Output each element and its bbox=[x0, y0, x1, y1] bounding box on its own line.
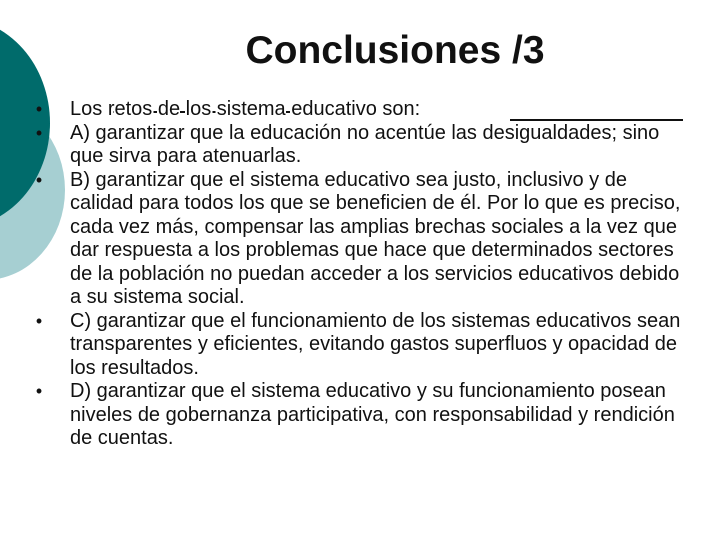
slide-title: Conclusiones /3 bbox=[245, 29, 545, 72]
bullet-text: A) garantizar que la educación no acentúe las desigualdades; sino que sirva para atenuarlas. bbox=[70, 121, 660, 167]
intro-underlined-phrase: retos de los sistema educativo bbox=[107, 98, 377, 120]
bullet-text: D) garantizar que el sistema educativo y su funcionamiento posean niveles de gobernanza participativa, con responsabilidad y rendición de cuentas. bbox=[70, 380, 675, 449]
bullet-item-d bbox=[30, 380, 690, 451]
bullet-text: C) garantizar que el funcionamiento de los sistemas educativos sean transparentes y eficientes, evitando gastos superfluos y opacidad de los resultados. bbox=[70, 309, 681, 379]
bullet-dot: • bbox=[35, 381, 43, 401]
bullet-item-b bbox=[30, 169, 690, 310]
bullet-list bbox=[30, 98, 690, 451]
intro-prefix: Los bbox=[70, 98, 108, 120]
bullet-item-c bbox=[30, 310, 690, 381]
bullet-item-a bbox=[30, 122, 690, 169]
intro-suffix: son: bbox=[376, 98, 421, 120]
bullet-text: B) garantizar que el sistema educativo sea justo, inclusivo y de calidad para todos los que se beneficien de él. Por lo que es preciso, cada vez más, compensar las amplias brechas sociales a la vez que dar respuesta a los problemas que hace que determinados sectores de la población no puedan acceder a los servicios educativos debido a su sistema social. bbox=[70, 168, 681, 308]
bullet-dot: • bbox=[35, 169, 43, 190]
bullet-dot: • bbox=[35, 310, 43, 331]
bullet-dot: • bbox=[35, 122, 43, 143]
bullet-item-intro bbox=[30, 98, 690, 122]
bullet-dot: • bbox=[35, 99, 43, 119]
